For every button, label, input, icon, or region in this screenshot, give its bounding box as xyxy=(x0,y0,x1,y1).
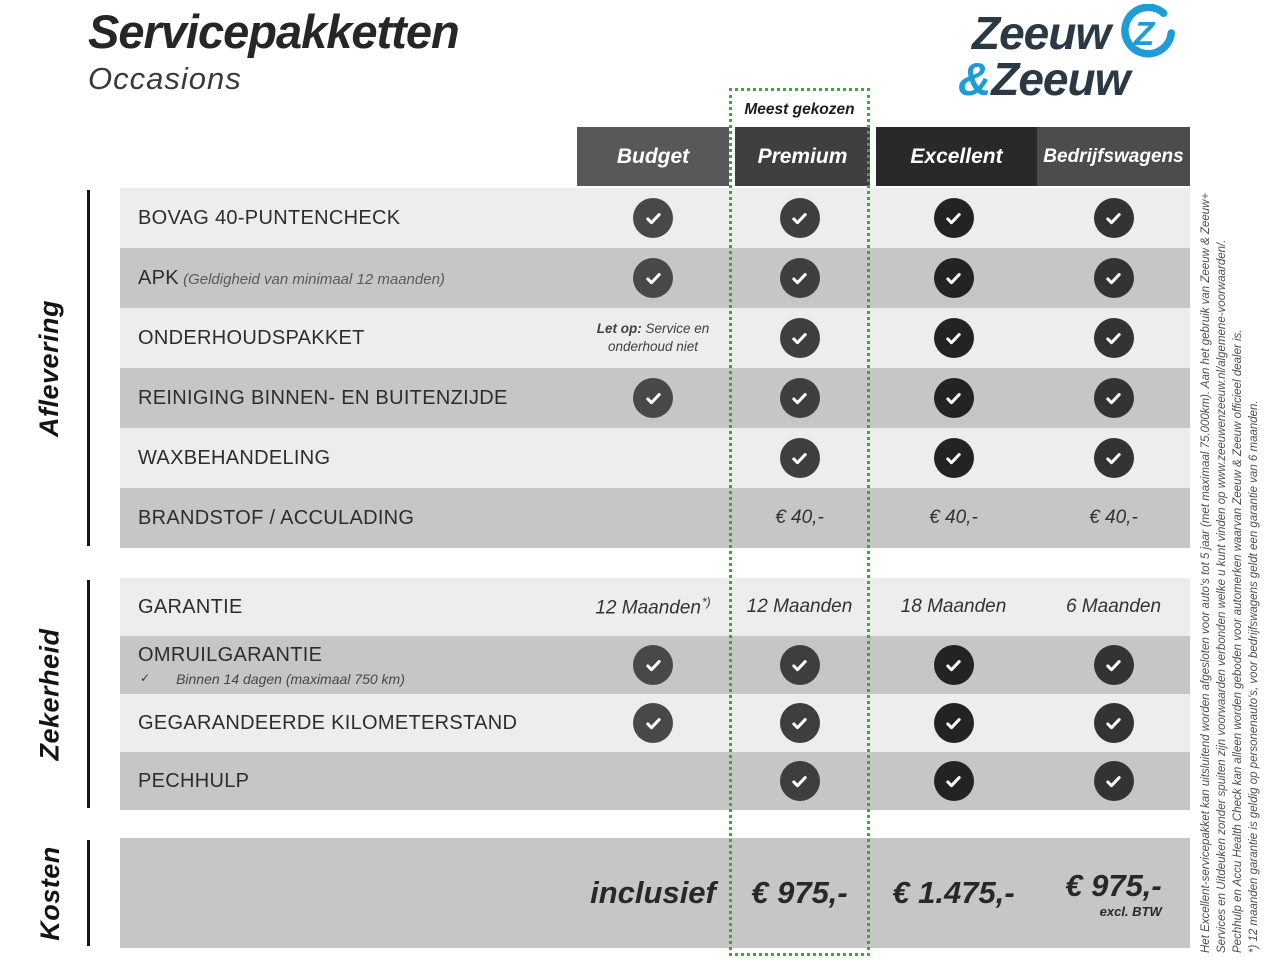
check-icon xyxy=(934,258,974,298)
section-label-text: Aflevering xyxy=(34,299,65,437)
logo-text-zeeuw-2: Zeeuw xyxy=(991,53,1130,105)
row-label-note: (Geldigheid van minimaal 12 maanden) xyxy=(178,270,445,288)
cell-premium xyxy=(729,636,870,694)
check-icon xyxy=(1094,198,1134,238)
disclaimer-text xyxy=(1198,123,1262,953)
check-icon xyxy=(633,198,673,238)
cell-premium xyxy=(729,308,870,368)
cell-premium xyxy=(729,188,870,248)
row-sublabel xyxy=(138,671,577,687)
check-icon xyxy=(934,703,974,743)
table-row xyxy=(120,248,1190,308)
cell-value: 12 Maanden xyxy=(746,596,853,617)
check-glyph xyxy=(943,208,964,229)
section-zekerheid xyxy=(34,578,1190,810)
cell-value: 12 Maanden*) xyxy=(595,594,711,619)
cell-budget xyxy=(577,428,729,488)
section-divider-line xyxy=(87,190,90,546)
table-row xyxy=(120,428,1190,488)
cell-note-text: Service en onderhoud niet xyxy=(607,320,710,354)
cell-excellent xyxy=(870,694,1037,752)
check-glyph xyxy=(789,268,810,289)
title-block xyxy=(88,4,459,97)
cell-value: 6 Maanden xyxy=(1065,596,1162,617)
check-icon xyxy=(633,645,673,685)
price xyxy=(892,875,1014,911)
cell-value: € 40,- xyxy=(1089,507,1138,528)
cell-excellent xyxy=(870,838,1037,948)
row-label: REINIGING BINNEN- EN BUITENZIJDE xyxy=(138,386,508,409)
row-label: APK (Geldigheid van minimaal 12 maanden) xyxy=(138,266,445,289)
cell-budget xyxy=(577,694,729,752)
row-label-cell xyxy=(120,428,577,488)
check-glyph xyxy=(1103,328,1124,349)
price xyxy=(751,875,848,911)
cell-budget xyxy=(577,636,729,694)
check-glyph xyxy=(943,771,964,792)
check-glyph xyxy=(789,771,810,792)
table-row xyxy=(120,368,1190,428)
section-divider-line xyxy=(87,580,90,808)
cell-excellent xyxy=(870,578,1037,636)
cell-premium xyxy=(729,248,870,308)
check-glyph xyxy=(643,713,664,734)
row-label-cell xyxy=(120,752,577,810)
zeeuw-logo xyxy=(956,4,1188,106)
cell-premium xyxy=(729,488,870,548)
cell-budget xyxy=(577,248,729,308)
check-glyph xyxy=(643,388,664,409)
table-row xyxy=(120,188,1190,248)
cell-bedrijfswagens xyxy=(1037,578,1190,636)
section-label-kosten xyxy=(18,838,82,948)
package-header-row xyxy=(577,127,1190,186)
check-icon xyxy=(780,645,820,685)
column-header-bedrijfswagens: Bedrijfswagens xyxy=(1037,127,1190,186)
row-label: GEGARANDEERDE KILOMETERSTAND xyxy=(138,711,518,734)
table-row xyxy=(120,578,1190,636)
table-row xyxy=(120,694,1190,752)
cell-value: € 40,- xyxy=(929,507,978,528)
row-sublabel-text: Binnen 14 dagen (maximaal 750 km) xyxy=(176,670,405,687)
check-icon xyxy=(1094,378,1134,418)
cell-budget xyxy=(577,488,729,548)
table-row xyxy=(120,308,1190,368)
cell-budget xyxy=(577,188,729,248)
check-glyph xyxy=(943,268,964,289)
cell-value: 18 Maanden xyxy=(900,596,1007,617)
disclaimer-line: Pechhulp en Accu Health Check kan alleen worden geboden voor automerken waarvan Zeeuw & Zeeuw officieel dealer is. xyxy=(1232,329,1244,953)
check-icon xyxy=(780,318,820,358)
price-value: inclusief xyxy=(590,875,716,910)
cell-premium xyxy=(729,428,870,488)
column-header-excellent: Excellent xyxy=(876,127,1037,186)
disclaimer-line: *) 12 maanden garantie is geldig op personenauto's, voor bedrijfswagens geldt een garantie van 6 maanden. xyxy=(1248,400,1260,953)
check-glyph xyxy=(789,713,810,734)
check-glyph xyxy=(943,713,964,734)
cell-bedrijfswagens xyxy=(1037,488,1190,548)
table-body xyxy=(34,188,1190,948)
check-icon xyxy=(934,761,974,801)
check-icon xyxy=(1094,645,1134,685)
check-glyph xyxy=(1103,655,1124,676)
cell-excellent xyxy=(870,636,1037,694)
check-icon xyxy=(1094,318,1134,358)
cell-note xyxy=(590,320,716,356)
check-glyph xyxy=(1103,388,1124,409)
check-icon xyxy=(1094,703,1134,743)
small-check-icon: ✓ xyxy=(140,670,151,685)
cell-excellent xyxy=(870,488,1037,548)
cell-premium xyxy=(729,838,870,948)
cell-excellent xyxy=(870,308,1037,368)
row-label: PECHHULP xyxy=(138,769,250,792)
check-glyph xyxy=(643,655,664,676)
section-label-zekerheid xyxy=(18,578,82,810)
check-glyph xyxy=(1103,448,1124,469)
row-label-cell xyxy=(120,308,577,368)
price-value: € 1.475,- xyxy=(892,875,1015,910)
section-label-aflevering xyxy=(18,188,82,548)
cell-excellent xyxy=(870,368,1037,428)
check-glyph xyxy=(789,655,810,676)
check-icon xyxy=(934,378,974,418)
check-icon xyxy=(780,378,820,418)
check-icon xyxy=(780,761,820,801)
check-glyph xyxy=(643,268,664,289)
svg-text:Z: Z xyxy=(1133,16,1155,54)
row-label: OMRUILGARANTIE xyxy=(138,643,323,666)
row-label-cell xyxy=(120,636,577,694)
row-label: ONDERHOUDSPAKKET xyxy=(138,326,365,349)
section-aflevering xyxy=(34,188,1190,548)
check-icon xyxy=(780,703,820,743)
check-glyph xyxy=(943,655,964,676)
section-label-text: Zekerheid xyxy=(34,627,65,761)
table-row xyxy=(120,838,1190,948)
row-label: BRANDSTOF / ACCULADING xyxy=(138,506,415,529)
check-icon xyxy=(934,438,974,478)
row-label-cell xyxy=(120,838,577,948)
check-icon xyxy=(780,438,820,478)
cell-budget xyxy=(577,838,729,948)
check-icon xyxy=(633,378,673,418)
check-glyph xyxy=(789,328,810,349)
section-kosten xyxy=(34,838,1190,948)
cell-value: € 40,- xyxy=(775,507,824,528)
row-label-cell xyxy=(120,368,577,428)
logo-text-zeeuw: Zeeuw xyxy=(972,7,1111,59)
cell-premium xyxy=(729,578,870,636)
check-icon xyxy=(1094,258,1134,298)
cell-premium xyxy=(729,694,870,752)
cell-bedrijfswagens xyxy=(1037,752,1190,810)
table-row xyxy=(120,636,1190,694)
cell-bedrijfswagens xyxy=(1037,188,1190,248)
check-icon xyxy=(1094,761,1134,801)
cell-premium xyxy=(729,752,870,810)
cell-excellent xyxy=(870,188,1037,248)
check-glyph xyxy=(943,388,964,409)
row-label-cell xyxy=(120,578,577,636)
table-row xyxy=(120,488,1190,548)
check-glyph xyxy=(1103,713,1124,734)
row-label-cell xyxy=(120,694,577,752)
page-title: Servicepakketten xyxy=(88,5,459,58)
cell-budget xyxy=(577,578,729,636)
cell-excellent xyxy=(870,248,1037,308)
check-glyph xyxy=(789,208,810,229)
check-glyph xyxy=(643,208,664,229)
cell-bedrijfswagens xyxy=(1037,838,1190,948)
cell-bedrijfswagens xyxy=(1037,248,1190,308)
check-icon xyxy=(934,318,974,358)
check-glyph xyxy=(943,448,964,469)
page-subtitle: Occasions xyxy=(88,61,242,96)
cell-bedrijfswagens xyxy=(1037,368,1190,428)
logo-ampersand: & xyxy=(958,53,992,105)
cell-premium xyxy=(729,368,870,428)
check-icon xyxy=(934,645,974,685)
disclaimer-line: Het Excellent-servicepakket kan uitsluitend worden afgesloten voor auto's tot 5 jaar (met maximaal 75.000km). Aan het gebruik van Zeeuw & Zeeuw+ xyxy=(1200,192,1212,953)
price xyxy=(590,875,716,911)
column-header-budget: Budget xyxy=(577,127,729,186)
cell-budget xyxy=(577,752,729,810)
row-label: WAXBEHANDELING xyxy=(138,446,331,469)
check-icon xyxy=(1094,438,1134,478)
cell-bedrijfswagens xyxy=(1037,428,1190,488)
check-glyph xyxy=(1103,771,1124,792)
row-label: GARANTIE xyxy=(138,595,243,618)
price-value: € 975,- xyxy=(1065,867,1162,903)
section-label-text: Kosten xyxy=(34,845,65,941)
check-glyph xyxy=(1103,208,1124,229)
row-label: BOVAG 40-PUNTENCHECK xyxy=(138,206,401,229)
cell-budget xyxy=(577,308,729,368)
check-glyph xyxy=(943,328,964,349)
check-glyph xyxy=(789,388,810,409)
section-divider-line xyxy=(87,840,90,946)
price xyxy=(1065,868,1162,919)
row-label-cell xyxy=(120,188,577,248)
row-label-cell xyxy=(120,488,577,548)
disclaimer-line: Services en Uitdeuken zonder spuiten zijn voorwaarden verbonden welke u kunt vinden op www.zeeuwenzeeuw.nl/algemene-voorwaarden/. xyxy=(1216,239,1228,953)
check-glyph xyxy=(1103,268,1124,289)
price-value: € 975,- xyxy=(751,875,848,910)
check-icon xyxy=(633,258,673,298)
cell-bedrijfswagens xyxy=(1037,694,1190,752)
most-chosen-badge: Meest gekozen xyxy=(744,101,855,118)
cell-excellent xyxy=(870,752,1037,810)
check-icon xyxy=(780,258,820,298)
column-header-premium: Premium xyxy=(735,127,870,186)
cell-bedrijfswagens xyxy=(1037,636,1190,694)
price-note: excl. BTW xyxy=(1099,903,1162,919)
row-label-cell xyxy=(120,248,577,308)
table-row xyxy=(120,752,1190,810)
cell-bedrijfswagens xyxy=(1037,308,1190,368)
cell-excellent xyxy=(870,428,1037,488)
footnote-marker: *) xyxy=(701,594,711,609)
cell-note-bold: Let op: xyxy=(596,320,646,336)
check-icon xyxy=(934,198,974,238)
check-icon xyxy=(780,198,820,238)
check-icon xyxy=(633,703,673,743)
cell-budget xyxy=(577,368,729,428)
check-glyph xyxy=(789,448,810,469)
